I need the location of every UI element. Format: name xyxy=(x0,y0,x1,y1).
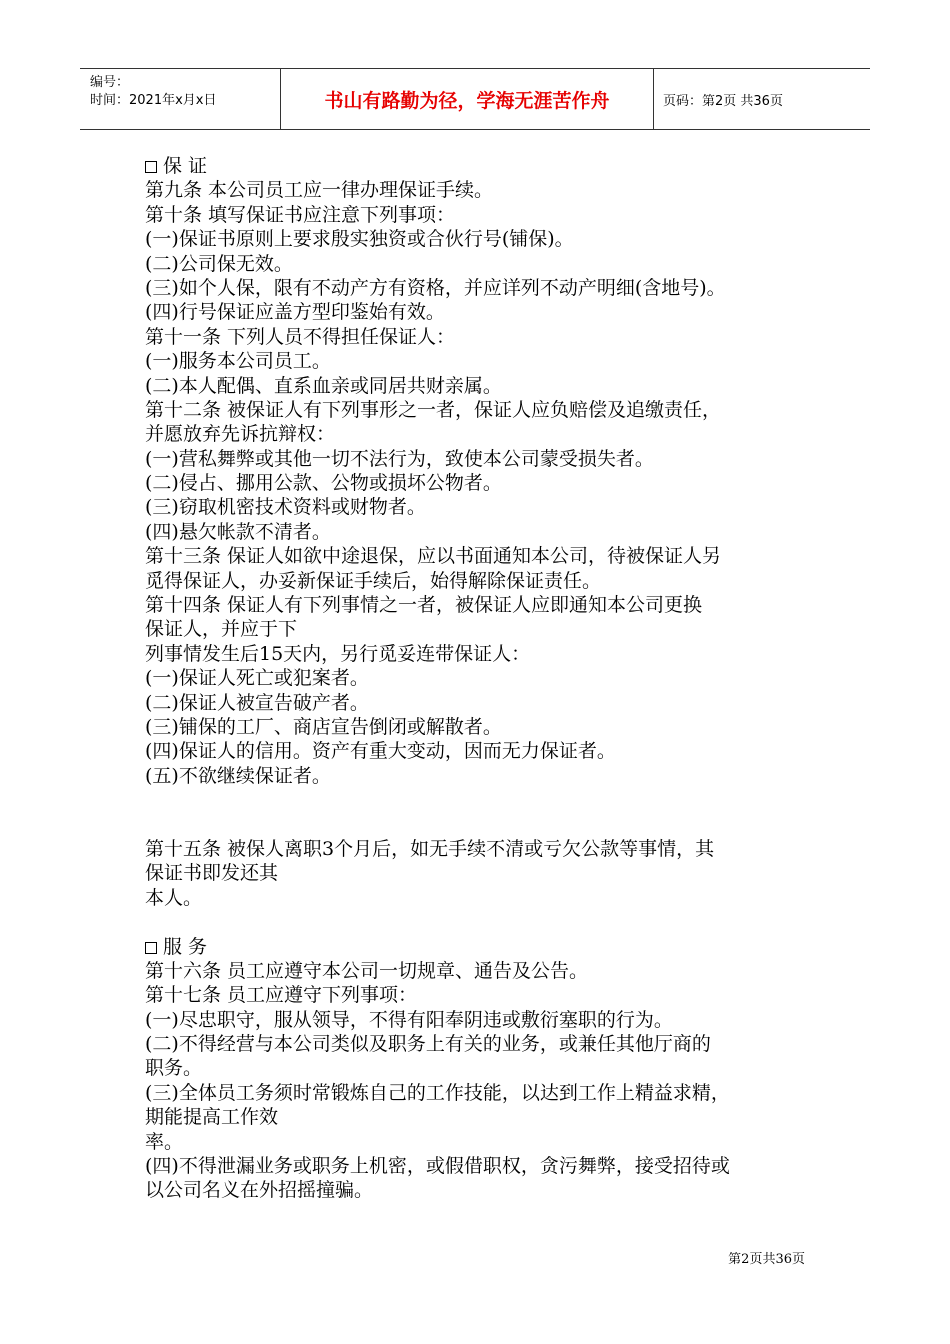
text-line: 保证人，并应于下 xyxy=(145,618,298,641)
text-line: 第十三条 保证人如欲中途退保，应以书面通知本公司，待被保证人另 xyxy=(145,545,722,568)
text-line: 以公司名义在外招摇撞骗。 xyxy=(145,1179,374,1202)
text-line: 第十四条 保证人有下列事情之一者，被保证人应即通知本公司更换 xyxy=(145,594,703,617)
text-line: 第十条 填写保证书应注意下列事项： xyxy=(145,203,456,226)
text-line: (三)全体员工务须时常锻炼自己的工作技能，以达到工作上精益求精， xyxy=(145,1081,730,1104)
text-line: 觅得保证人，办妥新保证手续后，始得解除保证责任。 xyxy=(145,569,602,592)
text-line: 第十二条 被保证人有下列事形之一者，保证人应负赔偿及追缴责任， xyxy=(145,398,722,421)
header-page-info: 页码：第2页 共36页 xyxy=(663,93,783,109)
text-line: (一)尽忠职守，服从领导，不得有阳奉阴违或敷衍塞职的行为。 xyxy=(145,1008,673,1031)
text-line: 第九条 本公司员工应一律办理保证手续。 xyxy=(145,179,494,202)
text-line: (四)不得泄漏业务或职务上机密，或假借职权，贪污舞弊，接受招待或 xyxy=(145,1155,730,1178)
text-line: (二)公司保无效。 xyxy=(145,252,293,275)
text-line: 本人。 xyxy=(145,886,203,909)
text-line: (二)不得经营与本公司类似及职务上有关的业务，或兼任其他厅商的 xyxy=(145,1033,711,1056)
text-line: (二)侵占、挪用公款、公物或损坏公物者。 xyxy=(145,472,502,495)
header-motto: 书山有路勤为径，学海无涯苦作舟 xyxy=(280,69,654,129)
text-line: (二)保证人被宣告破产者。 xyxy=(145,691,369,714)
text-line: 率。 xyxy=(145,1130,184,1153)
text-line: 期能提高工作效 xyxy=(145,1106,279,1129)
guarantee-clauses xyxy=(145,178,845,788)
blank-line xyxy=(145,910,845,934)
document-body xyxy=(145,154,845,1203)
checkbox-icon xyxy=(145,942,157,954)
text-line: (四)行号保证应盖方型印鉴始有效。 xyxy=(145,301,445,324)
checkbox-icon xyxy=(145,161,157,173)
text-line: (五)不欲继续保证者。 xyxy=(145,764,331,787)
number-label: 编号： xyxy=(90,75,130,90)
text-line: (四)保证人的信用。资产有重大变动，因而无力保证者。 xyxy=(145,740,616,763)
text-line: 第十一条 下列人员不得担任保证人： xyxy=(145,325,456,348)
section-title-service xyxy=(145,935,845,959)
text-line: 并愿放弃先诉抗辩权： xyxy=(145,423,336,446)
page-footer: 第2页共36页 xyxy=(728,1252,805,1267)
text-line: (一)营私舞弊或其他一切不法行为，致使本公司蒙受损失者。 xyxy=(145,447,654,470)
text-line: 职务。 xyxy=(145,1057,203,1080)
section-title-text: 保 证 xyxy=(163,155,208,177)
page-header xyxy=(80,68,870,130)
text-line: (一)服务本公司员工。 xyxy=(145,350,331,373)
text-line: (三)铺保的工厂、商店宣告倒闭或解散者。 xyxy=(145,715,502,738)
text-line: (三)窃取机密技术资料或财物者。 xyxy=(145,496,426,519)
text-line: (三)如个人保，限有不动产方有资格，并应详列不动产明细(含地号)。 xyxy=(145,276,726,299)
text-line: (一)保证人死亡或犯案者。 xyxy=(145,667,369,690)
text-line: (二)本人配偶、直系血亲或同居共财亲属。 xyxy=(145,374,502,397)
blank-line xyxy=(145,788,845,812)
text-line: (一)保证书原则上要求殷实独资或合伙行号(铺保)。 xyxy=(145,228,574,251)
text-line: 第十六条 员工应遵守本公司一切规章、通告及公告。 xyxy=(145,959,589,982)
text-line: (四)悬欠帐款不清者。 xyxy=(145,520,331,543)
text-line: 第十五条 被保人离职3个月后，如无手续不清或亏欠公款等事情，其 xyxy=(145,837,715,860)
section-title-guarantee xyxy=(145,154,845,178)
time-label: 时间：2021年x月x日 xyxy=(90,93,217,108)
text-line: 第十七条 员工应遵守下列事项： xyxy=(145,984,418,1007)
section-title-text: 服 务 xyxy=(163,935,208,958)
service-clauses xyxy=(145,959,845,1203)
text-line: 列事情发生后15天内，另行觅妥连带保证人： xyxy=(145,642,531,665)
header-meta xyxy=(80,69,280,129)
clause-fifteen xyxy=(145,837,845,910)
text-line: 保证书即发还其 xyxy=(145,862,279,885)
blank-line xyxy=(145,813,845,837)
